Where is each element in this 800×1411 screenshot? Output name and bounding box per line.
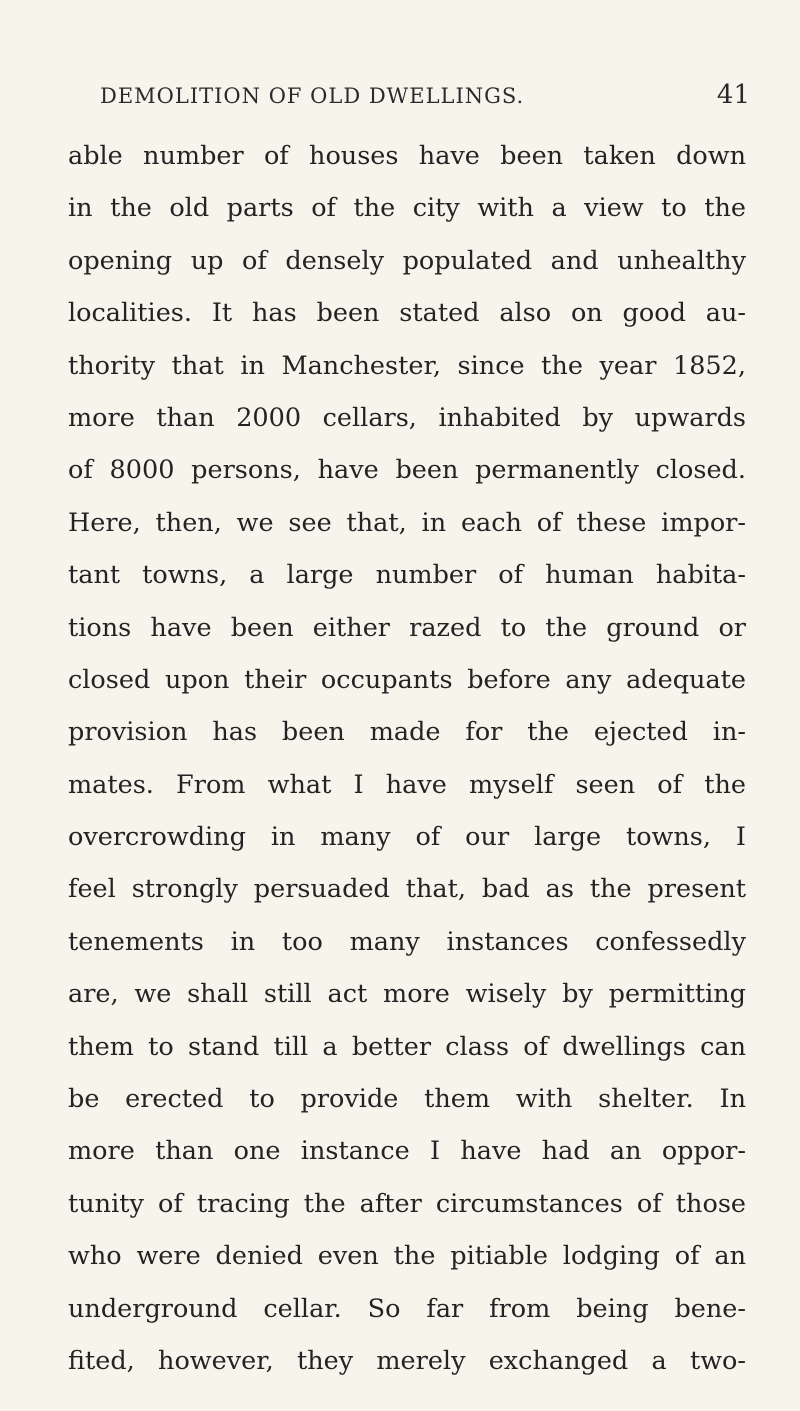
text-line: opening up of densely populated and unhealthy bbox=[68, 245, 746, 276]
text-line: closed upon their occupants before any adequate bbox=[68, 664, 746, 695]
text-line: mates. From what I have myself seen of the bbox=[68, 769, 746, 800]
text-line: be erected to provide them with shelter. In bbox=[68, 1084, 746, 1115]
text-line: more than 2000 cellars, inhabited by upwards bbox=[68, 402, 746, 433]
text-line: overcrowding in many of our large towns, I bbox=[68, 822, 746, 853]
text-line: underground cellar. So far from being bene- bbox=[68, 1293, 746, 1324]
text-line: tions have been either razed to the ground or bbox=[68, 612, 746, 643]
page-number: 41 bbox=[716, 80, 750, 110]
text-line: thority that in Manchester, since the year 1852, bbox=[68, 350, 746, 381]
text-line: provision has been made for the ejected in- bbox=[68, 717, 746, 748]
text-line: tenements in too many instances confessedly bbox=[68, 926, 746, 957]
running-head: DEMOLITION OF OLD DWELLINGS. bbox=[100, 84, 525, 108]
text-line: of 8000 persons, have been permanently closed. bbox=[68, 455, 746, 486]
text-line: them to stand till a better class of dwellings can bbox=[68, 1031, 746, 1062]
text-line: are, we shall still act more wisely by permitting bbox=[68, 979, 746, 1010]
text-line: fited, however, they merely exchanged a two- bbox=[68, 1345, 746, 1376]
text-line: who were denied even the pitiable lodging of an bbox=[68, 1241, 746, 1272]
body-text bbox=[68, 130, 746, 1387]
text-line: in the old parts of the city with a view to the bbox=[68, 193, 746, 224]
text-line: tant towns, a large number of human habita- bbox=[68, 560, 746, 591]
text-line: able number of houses have been taken down bbox=[68, 141, 746, 171]
text-line: feel strongly persuaded that, bad as the present bbox=[68, 874, 746, 905]
text-line: localities. It has been stated also on good au- bbox=[68, 298, 746, 329]
text-line: Here, then, we see that, in each of these impor- bbox=[68, 507, 746, 538]
text-line: more than one instance I have had an oppor- bbox=[68, 1136, 746, 1167]
text-line: tunity of tracing the after circumstances of those bbox=[68, 1188, 746, 1219]
